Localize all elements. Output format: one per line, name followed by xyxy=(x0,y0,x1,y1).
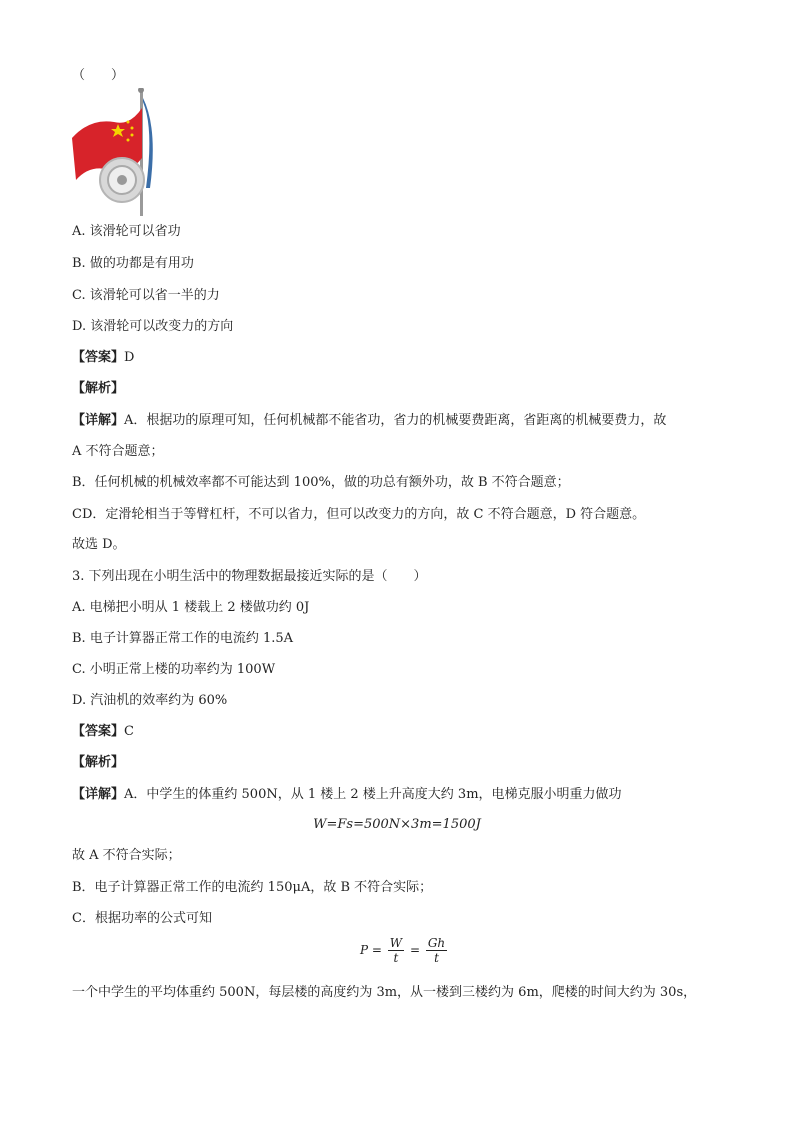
denominator-t: t xyxy=(393,951,399,965)
formula-lhs: P = xyxy=(360,943,382,957)
answer-value: C xyxy=(124,724,134,739)
q2-conclusion: 故选 D。 xyxy=(72,537,126,552)
q3-answer xyxy=(72,724,134,740)
fraction-w-over-t xyxy=(388,936,404,965)
answer-label: 【答案】 xyxy=(72,724,125,739)
power-formula xyxy=(360,936,449,965)
q2-option-d: D. 该滑轮可以改变力的方向 xyxy=(72,319,234,334)
q3-option-a: A. 电梯把小明从 1 楼载上 2 楼做功约 0J xyxy=(72,600,310,615)
q3-b-explanation: B．电子计算器正常工作的电流约 150μA，故 B 不符合实际； xyxy=(72,880,433,895)
formula-equals: = xyxy=(409,943,421,957)
q3-stem: 3. 下列出现在小明生活中的物理数据最接近实际的是（ ） xyxy=(72,569,427,584)
detail-label: 【详解】 xyxy=(72,787,125,802)
numerator-gh: Gh xyxy=(427,936,446,950)
q3-analysis-label: 【解析】 xyxy=(72,755,125,770)
q3-c-intro: C．根据功率的公式可知 xyxy=(72,911,212,926)
q3-detail-line-1 xyxy=(72,787,622,803)
q2-detail-line-3: B．任何机械的机械效率都不可能达到 100%，做的功总有额外功，故 B 不符合题意； xyxy=(72,475,570,490)
q2-option-a: A. 该滑轮可以省功 xyxy=(72,224,181,239)
q2-detail-line-1 xyxy=(72,413,666,429)
q3-option-c: C. 小明正常上楼的功率约为 100W xyxy=(72,662,276,677)
q3-a-conclusion: 故 A 不符合实际； xyxy=(72,848,181,863)
q2-option-c: C. 该滑轮可以省一半的力 xyxy=(72,288,220,303)
work-formula: W=Fs=500N×3m=1500J xyxy=(313,817,481,832)
detail-text: A．根据功的原理可知，任何机械都不能省功，省力的机械要费距离，省距离的机械要费力，故 xyxy=(124,413,667,428)
answer-label: 【答案】 xyxy=(72,350,125,365)
q2-option-b: B. 做的功都是有用功 xyxy=(72,256,194,271)
q3-c-detail: 一个中学生的平均体重约 500N，每层楼的高度约为 3m，从一楼到三楼约为 6m，爬楼的时间大约为 30s， xyxy=(72,985,697,1000)
q2-detail-line-4: CD．定滑轮相当于等臂杠杆，不可以省力，但可以改变力的方向，故 C 不符合题意，D 符合题意。 xyxy=(72,507,646,522)
q3-option-b: B. 电子计算器正常工作的电流约 1.5A xyxy=(72,631,294,646)
denominator-t: t xyxy=(434,951,439,965)
flag-pulley-figure xyxy=(70,88,160,216)
fraction-gh-over-t xyxy=(426,936,447,965)
q2-answer xyxy=(72,350,134,366)
q2-paren: （ ） xyxy=(72,68,125,83)
detail-label: 【详解】 xyxy=(72,413,125,428)
q3-option-d: D. 汽油机的效率约为 60% xyxy=(72,693,228,708)
answer-value: D xyxy=(124,350,135,365)
detail-text: A．中学生的体重约 500N，从 1 楼上 2 楼上升高度大约 3m，电梯克服小明重力做功 xyxy=(124,787,622,802)
q2-detail-line-2: A 不符合题意； xyxy=(72,444,164,459)
numerator-w: W xyxy=(389,936,403,950)
q2-analysis-label: 【解析】 xyxy=(72,381,125,396)
